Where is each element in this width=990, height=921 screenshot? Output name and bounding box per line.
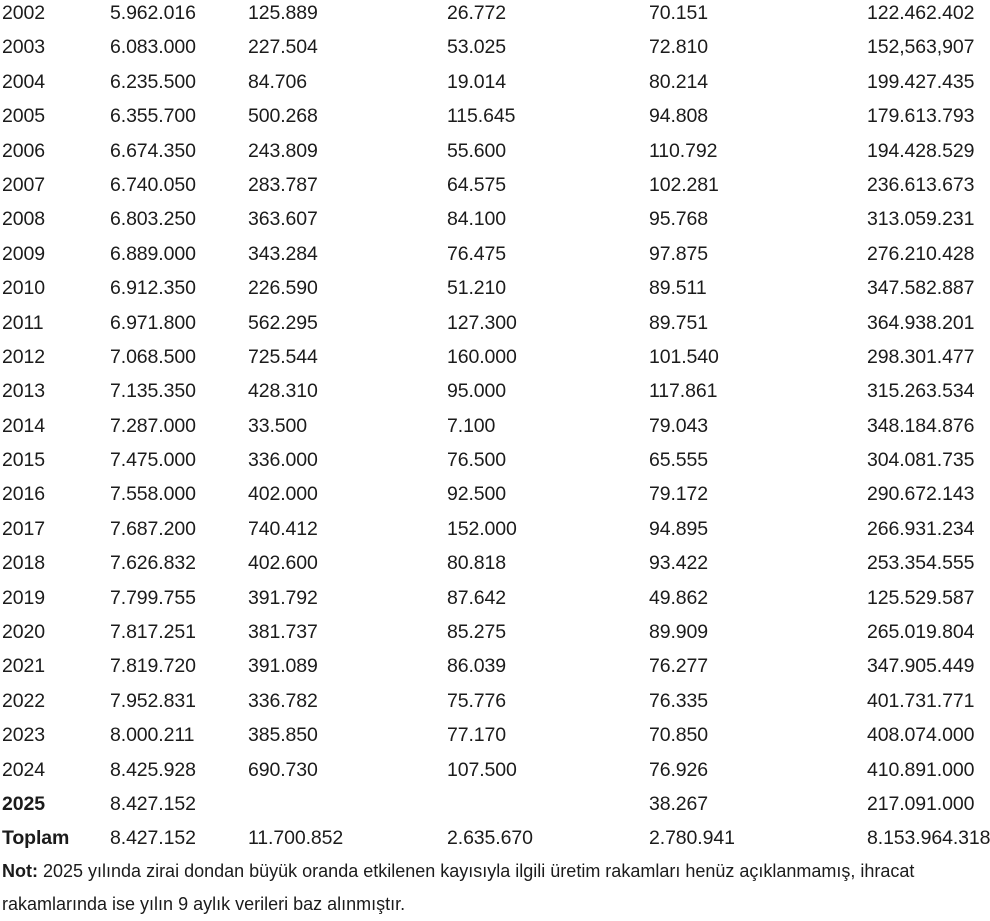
table-row [0, 619, 990, 653]
table-cell: 336.000 [248, 449, 318, 472]
table-cell: 348.184.876 [867, 414, 975, 437]
table-row [0, 103, 990, 137]
table-cell: 51.210 [447, 277, 507, 300]
table-cell: 89.751 [649, 311, 709, 334]
row-label: 2016 [2, 483, 45, 506]
table-cell: 122.462.402 [867, 2, 975, 24]
table-cell: 89.511 [649, 277, 707, 300]
row-label: 2017 [2, 517, 45, 540]
table-cell: 7.626.832 [110, 552, 196, 575]
table-cell: 740.412 [248, 517, 318, 540]
table-cell: 125.529.587 [867, 586, 975, 609]
table-cell: 97.875 [649, 242, 709, 265]
table-cell: 226.590 [248, 277, 318, 300]
table-cell: 127.300 [447, 311, 517, 334]
table-cell: 6.355.700 [110, 105, 196, 128]
table-cell: 92.500 [447, 483, 507, 506]
table-cell: 7.100 [447, 414, 496, 437]
table-row [0, 0, 990, 34]
table-cell: 690.730 [248, 758, 318, 781]
table-cell: 8.153.964.318 [867, 827, 990, 850]
table-cell: 77.170 [447, 724, 507, 747]
table-cell: 217.091.000 [867, 792, 975, 815]
table-cell: 391.792 [248, 586, 318, 609]
row-label: 2024 [2, 758, 45, 781]
table-row [0, 757, 990, 791]
table-cell: 8.427.152 [110, 792, 196, 815]
table-cell: 313.059.231 [867, 208, 975, 231]
table-cell: 7.135.350 [110, 380, 196, 403]
table-cell: 7.819.720 [110, 655, 196, 678]
table-cell: 85.275 [447, 621, 507, 644]
table-cell: 79.043 [649, 414, 709, 437]
table-cell: 76.335 [649, 689, 709, 712]
table-row [0, 413, 990, 447]
table-cell: 7.558.000 [110, 483, 196, 506]
table-row [0, 310, 990, 344]
table-cell: 152.000 [447, 517, 517, 540]
table-cell: 80.214 [649, 70, 709, 93]
row-label: 2002 [2, 2, 45, 24]
table-cell: 70.151 [649, 2, 709, 24]
row-label: 2006 [2, 139, 45, 162]
table-cell: 87.642 [447, 586, 507, 609]
table-cell: 125.889 [248, 2, 318, 24]
table-cell: 381.737 [248, 621, 318, 644]
table-cell: 7.068.500 [110, 345, 196, 368]
table-cell: 199.427.435 [867, 70, 975, 93]
table-cell: 6.674.350 [110, 139, 196, 162]
table-cell: 304.081.735 [867, 449, 975, 472]
table-cell: 75.776 [447, 689, 507, 712]
table-cell: 7.799.755 [110, 586, 196, 609]
row-label: 2019 [2, 586, 45, 609]
table-cell: 38.267 [649, 792, 709, 815]
table-cell: 49.862 [649, 586, 709, 609]
table-cell: 283.787 [248, 173, 318, 196]
table-cell: 6.740.050 [110, 173, 196, 196]
table-cell: 72.810 [649, 36, 709, 59]
row-label: 2011 [2, 311, 44, 334]
table-cell: 84.100 [447, 208, 507, 231]
table-cell: 194.428.529 [867, 139, 975, 162]
row-label: 2014 [2, 414, 45, 437]
table-cell: 115.645 [447, 105, 516, 128]
row-label: 2015 [2, 449, 45, 472]
row-label: 2025 [2, 792, 45, 815]
table-cell: 276.210.428 [867, 242, 975, 265]
table-cell: 402.600 [248, 552, 318, 575]
table-cell: 117.861 [649, 380, 718, 403]
table-cell: 6.971.800 [110, 311, 196, 334]
table-cell: 410.891.000 [867, 758, 975, 781]
table-cell: 243.809 [248, 139, 318, 162]
table-cell: 11.700.852 [248, 827, 344, 850]
table-row [0, 275, 990, 309]
table-cell: 101.540 [649, 345, 719, 368]
table-cell: 500.268 [248, 105, 318, 128]
table-cell: 364.938.201 [867, 311, 975, 334]
table-cell: 76.500 [447, 449, 507, 472]
table-cell: 70.850 [649, 724, 709, 747]
row-label: 2020 [2, 621, 45, 644]
table-row [0, 34, 990, 68]
table-cell: 391.089 [248, 655, 318, 678]
table-row [0, 722, 990, 756]
table-cell: 6.235.500 [110, 70, 196, 93]
table-cell: 5.962.016 [110, 2, 196, 24]
table-cell: 6.803.250 [110, 208, 196, 231]
table-cell: 19.014 [447, 70, 507, 93]
table-cell: 428.310 [248, 380, 318, 403]
table-row [0, 206, 990, 240]
row-label: 2023 [2, 724, 45, 747]
footnote-text: 2025 yılında zirai dondan büyük oranda etkilenen kayısıyla ilgili üretim rakamları henüz açıklanmamış, ihracat rakamlarında ise yılın 9 aylık verileri baz alınmıştır. [2, 861, 915, 914]
table-row [0, 138, 990, 172]
row-label: 2005 [2, 105, 45, 128]
table-cell: 725.544 [248, 345, 318, 368]
table-cell: 110.792 [649, 139, 718, 162]
table-cell: 298.301.477 [867, 345, 975, 368]
table-cell: 107.500 [447, 758, 517, 781]
table-cell: 26.772 [447, 2, 507, 24]
table-cell: 343.284 [248, 242, 318, 265]
table-cell: 179.613.793 [867, 105, 975, 128]
table-cell: 253.354.555 [867, 552, 975, 575]
table-cell: 6.889.000 [110, 242, 196, 265]
row-label: 2007 [2, 173, 45, 196]
table-row [0, 791, 990, 825]
table-cell: 2.780.941 [649, 827, 735, 850]
table-cell: 7.952.831 [110, 689, 196, 712]
row-label: 2021 [2, 655, 45, 678]
table-cell: 266.931.234 [867, 517, 975, 540]
table-cell: 93.422 [649, 552, 709, 575]
table-cell: 80.818 [447, 552, 507, 575]
row-label: 2022 [2, 689, 45, 712]
table-row [0, 516, 990, 550]
table-row [0, 344, 990, 378]
table-cell: 2.635.670 [447, 827, 533, 850]
table-cell: 76.926 [649, 758, 709, 781]
table-cell: 408.074.000 [867, 724, 975, 747]
table-cell: 385.850 [248, 724, 318, 747]
table-row [0, 378, 990, 412]
table-cell: 94.895 [649, 517, 709, 540]
table-cell: 76.475 [447, 242, 507, 265]
row-label: 2004 [2, 70, 45, 93]
footnote-label: Not: [2, 861, 38, 881]
table-cell: 7.475.000 [110, 449, 196, 472]
table-row [0, 653, 990, 687]
table-cell: 236.613.673 [867, 173, 975, 196]
table-cell: 347.582.887 [867, 277, 975, 300]
table-cell: 363.607 [248, 208, 318, 231]
table-cell: 7.817.251 [110, 621, 196, 644]
table-cell: 8.425.928 [110, 758, 196, 781]
table-cell: 95.000 [447, 380, 507, 403]
table-row [0, 550, 990, 584]
table-row [0, 447, 990, 481]
table-cell: 160.000 [447, 345, 517, 368]
table-row [0, 585, 990, 619]
row-label: 2010 [2, 277, 45, 300]
table-cell: 227.504 [248, 36, 318, 59]
table-cell: 76.277 [649, 655, 709, 678]
table-cell: 8.427.152 [110, 827, 196, 850]
table-cell: 65.555 [649, 449, 709, 472]
table-cell: 64.575 [447, 173, 507, 196]
table-cell: 95.768 [649, 208, 709, 231]
table-cell: 152,563,907 [867, 36, 975, 59]
table-cell: 6.083.000 [110, 36, 196, 59]
table-cell: 8.000.211 [110, 724, 195, 747]
table-cell: 53.025 [447, 36, 507, 59]
table-cell: 7.287.000 [110, 414, 196, 437]
table-cell: 290.672.143 [867, 483, 975, 506]
table-cell: 7.687.200 [110, 517, 196, 540]
row-label: Toplam [2, 827, 70, 850]
table-cell: 33.500 [248, 414, 308, 437]
table-cell: 55.600 [447, 139, 507, 162]
table-cell: 347.905.449 [867, 655, 975, 678]
table-cell: 315.263.534 [867, 380, 975, 403]
row-label: 2018 [2, 552, 45, 575]
row-label: 2003 [2, 36, 45, 59]
row-label: 2012 [2, 345, 45, 368]
table-cell: 79.172 [649, 483, 709, 506]
table-row [0, 241, 990, 275]
table-cell: 562.295 [248, 311, 318, 334]
table-row [0, 688, 990, 722]
table-row [0, 69, 990, 103]
table-row [0, 481, 990, 515]
row-label: 2013 [2, 380, 45, 403]
table-cell: 94.808 [649, 105, 709, 128]
table-cell: 84.706 [248, 70, 308, 93]
row-label: 2008 [2, 208, 45, 231]
table-cell: 89.909 [649, 621, 709, 644]
table-cell: 402.000 [248, 483, 318, 506]
table-row [0, 172, 990, 206]
table-cell: 401.731.771 [867, 689, 975, 712]
footnote [2, 855, 988, 921]
table-cell: 102.281 [649, 173, 719, 196]
table-cell: 265.019.804 [867, 621, 975, 644]
table-cell: 86.039 [447, 655, 507, 678]
row-label: 2009 [2, 242, 45, 265]
table-cell: 336.782 [248, 689, 318, 712]
table-cell: 6.912.350 [110, 277, 196, 300]
